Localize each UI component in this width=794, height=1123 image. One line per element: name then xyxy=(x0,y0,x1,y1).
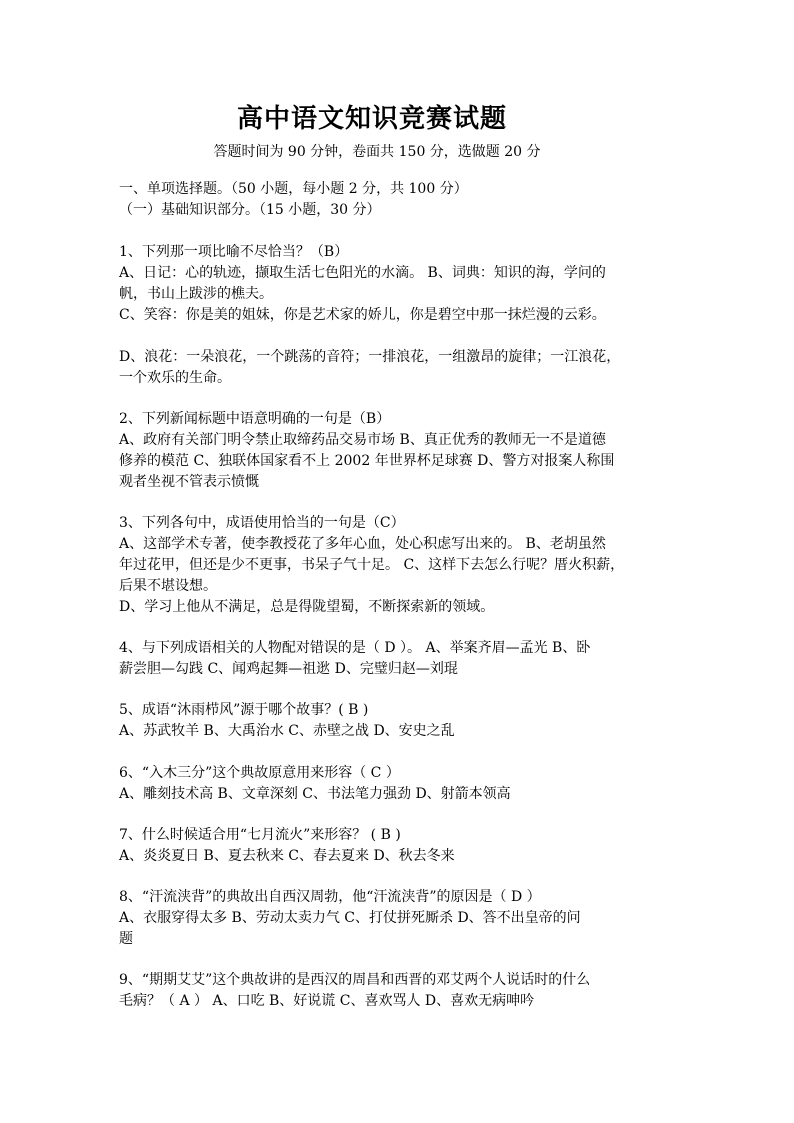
question-1-line: A、日记：心的轨迹，撷取生活七色阳光的水滴。 B、词典：知识的海，学问的 xyxy=(119,265,606,281)
question-1-line: D、浪花：一朵浪花，一个跳荡的音符；一排浪花，一组激昂的旋律；一江浪花， xyxy=(119,349,621,365)
question-2-line: 修养的模范 C、独联体国家看不上 2002 年世界杯足球赛 D、警方对报案人称围 xyxy=(119,453,615,469)
question-4-line: 薪尝胆—勾践 C、闻鸡起舞—祖逖 D、完璧归赵—刘琨 xyxy=(119,661,458,677)
question-6-options: A、雕刻技术高 B、文章深刻 C、书法笔力强劲 D、射箭本领高 xyxy=(119,786,511,802)
question-2-line: 观者坐视不管表示愤慨 xyxy=(119,474,259,490)
question-9-line: 9、“期期艾艾”这个典故讲的是西汉的周昌和西晋的邓艾两个人说话时的什么 xyxy=(119,972,591,988)
question-2-line: A、政府有关部门明令禁止取缔药品交易市场 B、真正优秀的教师无一不是道德 xyxy=(119,432,606,448)
question-3-line: A、这部学术专著，使李教授花了多年心血，处心积虑写出来的。 B、老胡虽然 xyxy=(119,536,606,552)
question-3-line: 年过花甲，但还是少不更事，书呆子气十足。 C、这样下去怎么行呢？厝火积薪， xyxy=(119,557,625,573)
question-1-line: C、笑容：你是美的姐妹，你是艺术家的娇儿，你是碧空中那一抹烂漫的云彩。 xyxy=(119,307,606,323)
question-8-options: 题 xyxy=(119,931,133,947)
question-5-stem: 5、成语“沐雨栉风”源于哪个故事？( B ) xyxy=(119,702,369,718)
document-subtitle: 答题时间为 90 分钟，卷面共 150 分，选做题 20 分 xyxy=(213,144,541,160)
question-9-line: 毛病？（ A ） A、口吃 B、好说谎 C、喜欢骂人 D、喜欢无病呻吟 xyxy=(119,993,535,1009)
question-1-line: 一个欢乐的生命。 xyxy=(119,370,231,386)
question-5-options: A、苏武牧羊 B、大禹治水 C、赤壁之战 D、安史之乱 xyxy=(119,723,455,739)
subsection-heading: （一）基础知识部分。（15 小题，30 分） xyxy=(119,202,381,218)
question-1-line: 帆，书山上跋涉的樵夫。 xyxy=(119,286,273,302)
question-3-line: D、学习上他从不满足，总是得陇望蜀，不断探索新的领域。 xyxy=(119,599,495,615)
document-title: 高中语文知识竞赛试题 xyxy=(236,104,507,134)
question-8-options: A、衣服穿得太多 B、劳动太卖力气 C、打仗拼死厮杀 D、答不出皇帝的问 xyxy=(119,910,581,926)
question-2-stem: 2、下列新闻标题中语意明确的一句是（B） xyxy=(119,411,391,427)
question-7-stem: 7、什么时候适合用“七月流火”来形容？ ( B ) xyxy=(119,827,401,843)
question-6-stem: 6、“入木三分”这个典故原意用来形容（ C ） xyxy=(119,765,400,781)
question-4-line: 4、与下列成语相关的人物配对错误的是（ D ）。 A、举案齐眉—孟光 B、卧 xyxy=(119,640,591,656)
question-7-options: A、炎炎夏日 B、夏去秋来 C、春去夏来 D、秋去冬来 xyxy=(119,848,455,864)
question-8-stem: 8、“汗流浃背”的典故出自西汉周勃，他“汗流浃背”的原因是（ D ） xyxy=(119,889,541,905)
section-heading: 一、单项选择题。（50 小题，每小题 2 分，共 100 分） xyxy=(119,181,468,197)
question-1-stem: 1、下列那一项比喻不尽恰当？（B） xyxy=(119,244,349,260)
question-3-stem: 3、下列各句中，成语使用恰当的一句是（C） xyxy=(119,515,405,531)
question-3-line: 后果不堪设想。 xyxy=(119,578,217,594)
